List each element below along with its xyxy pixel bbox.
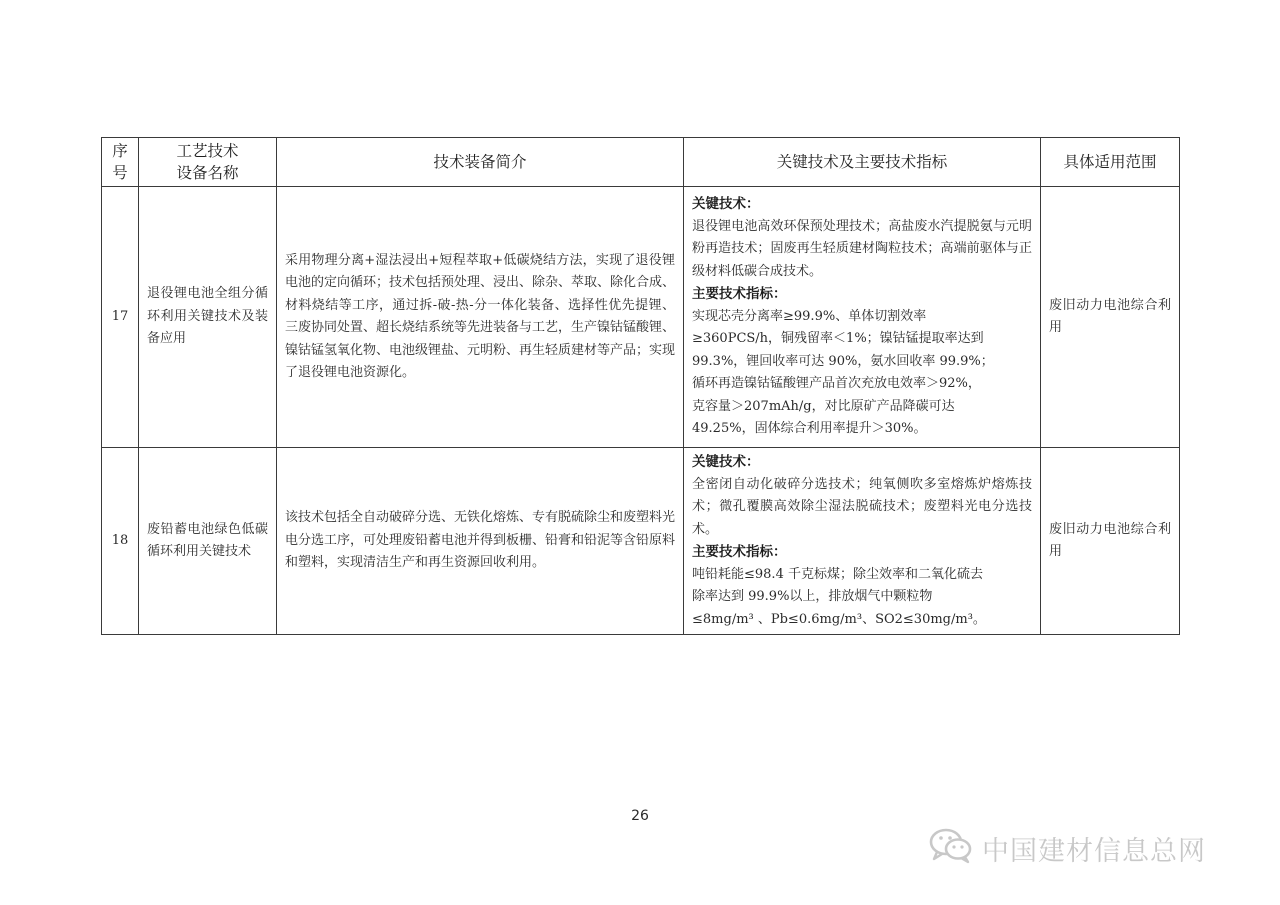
main-index-line: ≥360PCS/h，铜残留率＜1%；镍钴锰提取率达到 — [692, 331, 984, 347]
main-index-line: 克容量＞207mAh/g，对比原矿产品降碳可达 — [692, 398, 955, 414]
key-technology-label: 关键技术： — [692, 454, 760, 470]
main-index-line: 除率达到 99.9%以上，排放烟气中颗粒物 — [692, 589, 933, 604]
technology-intro: 该技术包括全自动破碎分选、无铁化熔炼、专有脱硫除尘和废塑料光电分选工序，可处理废铅蓄电池并得到板栅、铅膏和铅泥等含铅原料和塑料，实现清洁生产和再生资源回收利用。 — [277, 448, 684, 635]
table-header-row — [102, 138, 1180, 187]
main-index-line: 吨铅耗能≤98.4 千克标煤；除尘效率和二氧化硫去 — [692, 566, 983, 582]
row-number: 17 — [102, 187, 139, 448]
key-technology-label: 关键技术： — [692, 196, 760, 213]
main-index-line: 99.3%，锂回收率可达 90%，氨水回收率 99.9%； — [692, 353, 994, 369]
key-technology-cell — [684, 448, 1041, 635]
key-technology-text: 全密闭自动化破碎分选技术；纯氧侧吹多室熔炼炉熔炼技术；微孔覆膜高效除尘湿法脱硫技术；废塑料光电分选技术。 — [692, 476, 1032, 537]
header-key: 关键技术及主要技术指标 — [684, 138, 1041, 187]
technology-intro: 采用物理分离+湿法浸出+短程萃取+低碳烧结方法，实现了退役锂电池的定向循环；技术包括预处理、浸出、除杂、萃取、除化合成、材料烧结等工序，通过拆-破-热-分一体化装备、选择性优先提锂、三废协同处置、超长烧结系统等先进装备与工艺，生产镍钴锰酸锂、镍钴锰氢氧化物、电池级锂盐、元明粉、再生轻质建材等产品；实现了退役锂电池资源化。 — [277, 187, 684, 448]
main-index-line: 循环再造镍钴锰酸锂产品首次充放电效率＞92%， — [692, 376, 981, 392]
main-index-line: 实现芯壳分离率≥99.9%、单体切割效率 — [692, 308, 927, 324]
main-index-line: ≤8mg/m³ 、Pb≤0.6mg/m³、SO2≤30mg/m³。 — [692, 611, 986, 627]
technology-name: 废铅蓄电池绿色低碳循环利用关键技术 — [139, 448, 277, 635]
application-scope: 废旧动力电池综合利用 — [1041, 187, 1180, 448]
main-index-label: 主要技术指标： — [692, 286, 787, 303]
wechat-icon — [928, 827, 974, 869]
application-scope: 废旧动力电池综合利用 — [1041, 448, 1180, 635]
table-row — [102, 187, 1180, 448]
table-row — [102, 448, 1180, 635]
watermark — [928, 828, 1268, 868]
row-number: 18 — [102, 448, 139, 635]
watermark-text: 中国建材信息总网 — [982, 835, 1206, 867]
header-scope: 具体适用范围 — [1041, 138, 1180, 187]
technology-table — [101, 137, 1180, 635]
header-name: 工艺技术 设备名称 — [139, 138, 277, 187]
technology-name: 退役锂电池全组分循环利用关键技术及装备应用 — [139, 187, 277, 448]
main-index-label: 主要技术指标： — [692, 544, 787, 560]
header-no: 序 号 — [102, 138, 139, 187]
key-technology-text: 退役锂电池高效环保预处理技术；高盐废水汽提脱氨与元明粉再造技术；固废再生轻质建材陶粒技术；高端前驱体与正级材料低碳合成技术。 — [692, 218, 1032, 279]
header-intro: 技术装备简介 — [277, 138, 684, 187]
page-number: 26 — [631, 808, 649, 824]
key-technology-cell — [684, 187, 1041, 448]
main-index-line: 49.25%，固体综合利用率提升＞30%。 — [692, 421, 927, 437]
